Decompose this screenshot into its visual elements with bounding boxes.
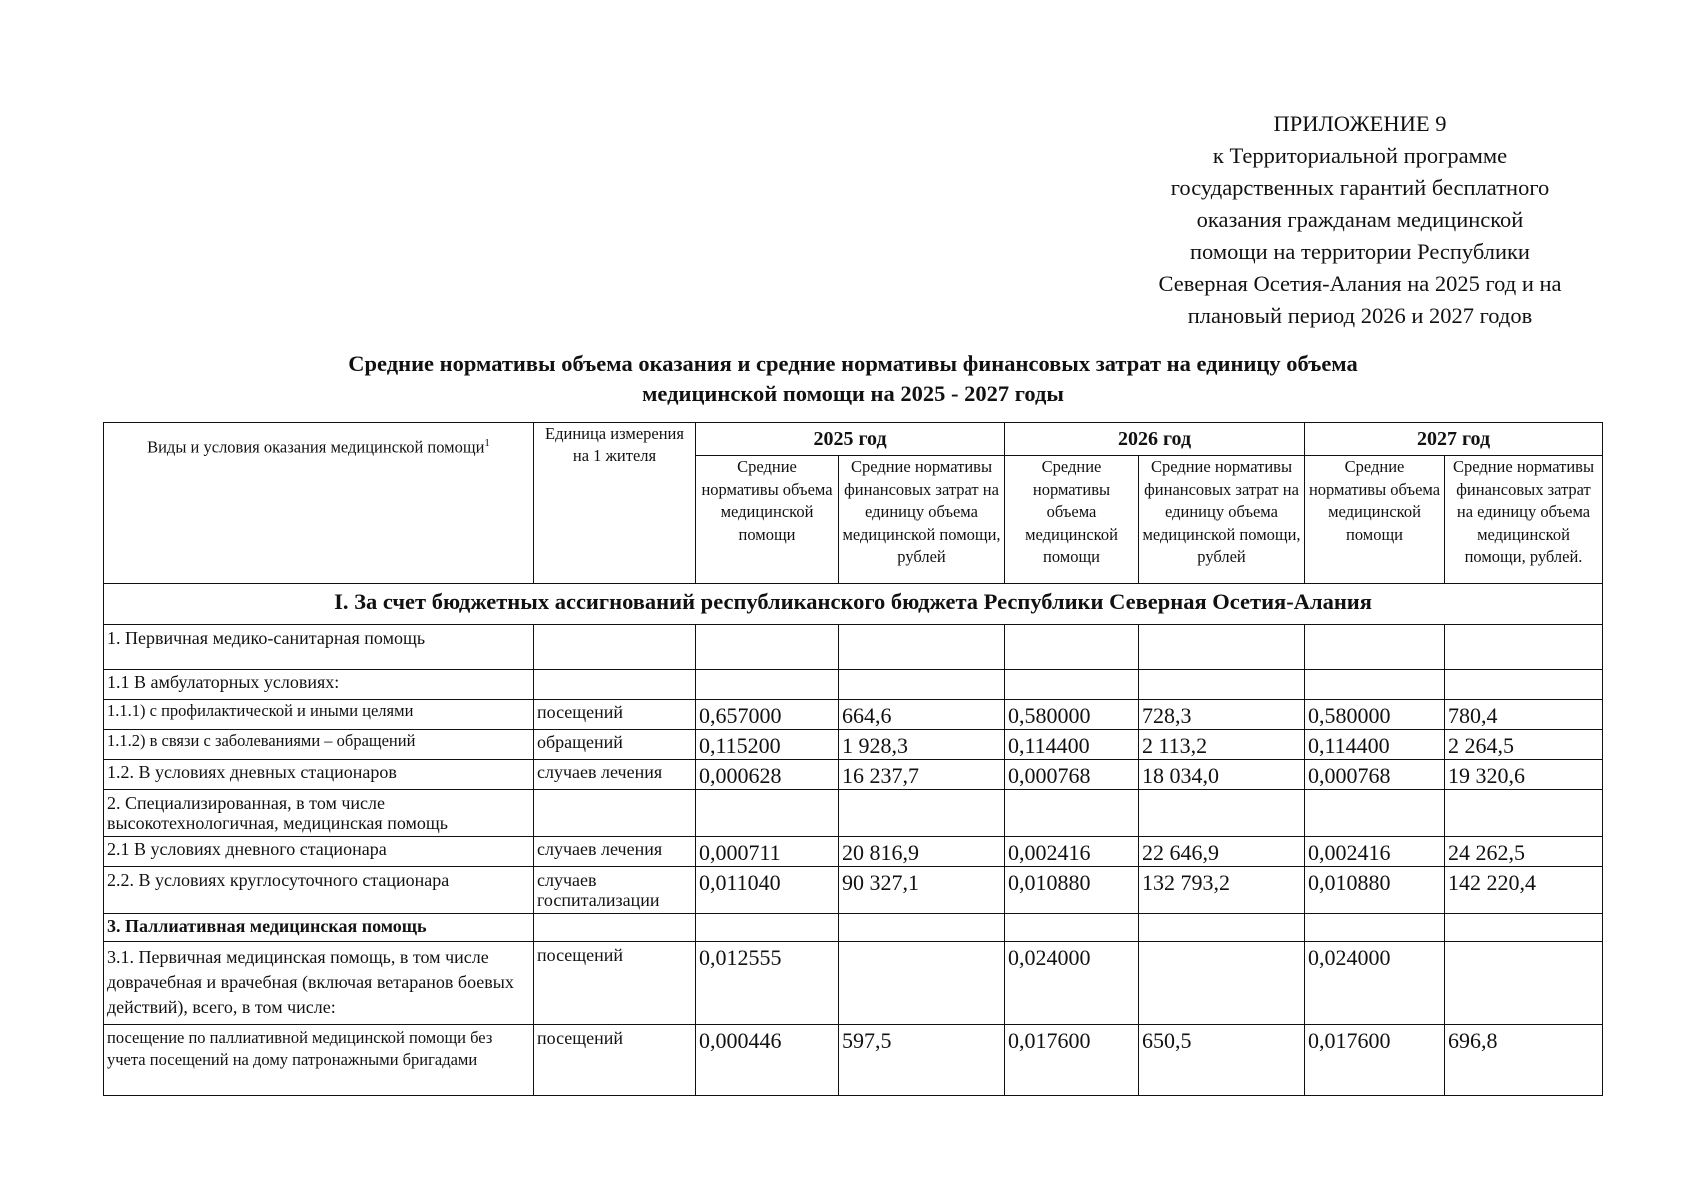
row-cost-2025: 16 237,7 — [839, 760, 1005, 790]
table-row — [104, 942, 1603, 1025]
norms-table — [103, 422, 1603, 1096]
row-cost-2027: 780,4 — [1445, 700, 1603, 730]
row-kind: 1.1.2) в связи с заболеваниями – обращений — [104, 730, 534, 760]
row-cost-2026: 650,5 — [1139, 1025, 1305, 1096]
row-volume-2026: 0,002416 — [1005, 837, 1139, 867]
row-kind: 1. Первичная медико-санитарная помощь — [104, 625, 534, 670]
table-row — [104, 790, 1603, 837]
row-volume-2026 — [1005, 670, 1139, 700]
row-volume-2027: 0,114400 — [1305, 730, 1445, 760]
row-cost-2027: 24 262,5 — [1445, 837, 1603, 867]
row-volume-2025: 0,012555 — [696, 942, 839, 1025]
row-cost-2026: 22 646,9 — [1139, 837, 1305, 867]
section-row — [104, 584, 1603, 625]
appendix-line: государственных гарантий бесплатного — [1170, 175, 1550, 200]
row-cost-2027: 19 320,6 — [1445, 760, 1603, 790]
row-cost-2025: 597,5 — [839, 1025, 1005, 1096]
table-row — [104, 837, 1603, 867]
row-volume-2025: 0,000711 — [696, 837, 839, 867]
table-row — [104, 730, 1603, 760]
appendix-line: к Территориальной программе — [1212, 143, 1508, 168]
row-cost-2025: 664,6 — [839, 700, 1005, 730]
row-cost-2027: 696,8 — [1445, 1025, 1603, 1096]
header-volume-2026: Средние нормативы объема медицинской помощи — [1005, 456, 1139, 584]
row-cost-2027 — [1445, 914, 1603, 942]
row-cost-2025 — [839, 942, 1005, 1025]
table-row — [104, 670, 1603, 700]
row-unit: посещений — [534, 700, 696, 730]
header-volume-2027: Средние нормативы объема медицинской помощи — [1305, 456, 1445, 584]
header-year-2026: 2026 год — [1005, 423, 1305, 456]
row-cost-2027: 142 220,4 — [1445, 867, 1603, 914]
header-volume-2025: Средние нормативы объема медицинской помощи — [696, 456, 839, 584]
table-row — [104, 914, 1603, 942]
row-cost-2026 — [1139, 942, 1305, 1025]
title-line-2: медицинской помощи на 2025 - 2027 годы — [642, 381, 1064, 406]
row-volume-2025 — [696, 790, 839, 837]
row-volume-2027: 0,010880 — [1305, 867, 1445, 914]
header-cost-2027: Средние нормативы финансовых затрат на единицу объема медицинской помощи, рублей. — [1445, 456, 1603, 584]
row-unit — [534, 790, 696, 837]
appendix-line: оказания гражданам медицинской — [1196, 207, 1524, 232]
row-kind: 1.2. В условиях дневных стационаров — [104, 760, 534, 790]
footnote-marker: 1 — [484, 437, 490, 449]
row-cost-2027 — [1445, 670, 1603, 700]
row-volume-2026: 0,114400 — [1005, 730, 1139, 760]
header-kind — [104, 423, 534, 584]
row-volume-2026 — [1005, 914, 1139, 942]
row-volume-2025: 0,115200 — [696, 730, 839, 760]
row-volume-2027: 0,580000 — [1305, 700, 1445, 730]
row-cost-2026: 2 113,2 — [1139, 730, 1305, 760]
row-cost-2026 — [1139, 625, 1305, 670]
row-kind: посещение по паллиативной медицинской помощи без учета посещений на дому патронажными бригадами — [104, 1025, 534, 1096]
row-kind: 3.1. Первичная медицинская помощь, в том числе доврачебная и врачебная (включая ветаранов боевых действий), всего, в том числе: — [104, 942, 534, 1025]
row-kind: 3. Паллиативная медицинская помощь — [104, 914, 534, 942]
row-volume-2027: 0,017600 — [1305, 1025, 1445, 1096]
section-title: I. За счет бюджетных ассигнований республиканского бюджета Республики Северная Осетия-Алания — [104, 584, 1603, 625]
row-unit: посещений — [534, 1025, 696, 1096]
header-row-years — [104, 423, 1603, 456]
row-cost-2026 — [1139, 914, 1305, 942]
row-volume-2027 — [1305, 790, 1445, 837]
table-row — [104, 867, 1603, 914]
row-kind: 1.1 В амбулаторных условиях: — [104, 670, 534, 700]
row-cost-2027 — [1445, 625, 1603, 670]
appendix-block — [1100, 108, 1620, 332]
row-volume-2025 — [696, 670, 839, 700]
row-volume-2025: 0,657000 — [696, 700, 839, 730]
row-cost-2027 — [1445, 790, 1603, 837]
row-volume-2026: 0,017600 — [1005, 1025, 1139, 1096]
row-volume-2026: 0,000768 — [1005, 760, 1139, 790]
row-unit: случаев лечения — [534, 837, 696, 867]
appendix-line: плановый период 2026 и 2027 годов — [1187, 303, 1533, 328]
row-volume-2026: 0,580000 — [1005, 700, 1139, 730]
header-unit: Единица измерения на 1 жителя — [534, 423, 696, 584]
row-cost-2026 — [1139, 670, 1305, 700]
row-cost-2026: 18 034,0 — [1139, 760, 1305, 790]
row-kind: 2.2. В условиях круглосуточного стационара — [104, 867, 534, 914]
header-year-2027: 2027 год — [1305, 423, 1603, 456]
row-cost-2026: 728,3 — [1139, 700, 1305, 730]
row-volume-2025: 0,011040 — [696, 867, 839, 914]
row-volume-2027 — [1305, 914, 1445, 942]
row-volume-2027 — [1305, 670, 1445, 700]
appendix-line: Северная Осетия-Алания на 2025 год и на — [1158, 271, 1562, 296]
row-cost-2025 — [839, 914, 1005, 942]
row-unit: случаев лечения — [534, 760, 696, 790]
table-row — [104, 700, 1603, 730]
row-volume-2026: 0,010880 — [1005, 867, 1139, 914]
document-title — [103, 349, 1603, 409]
row-cost-2026: 132 793,2 — [1139, 867, 1305, 914]
table-row — [104, 625, 1603, 670]
row-volume-2025: 0,000446 — [696, 1025, 839, 1096]
row-cost-2027 — [1445, 942, 1603, 1025]
row-volume-2027: 0,002416 — [1305, 837, 1445, 867]
header-cost-2025: Средние нормативы финансовых затрат на единицу объема медицинской помощи, рублей — [839, 456, 1005, 584]
table-row — [104, 1025, 1603, 1096]
row-cost-2025 — [839, 625, 1005, 670]
row-unit — [534, 914, 696, 942]
row-cost-2025 — [839, 670, 1005, 700]
row-cost-2025: 90 327,1 — [839, 867, 1005, 914]
row-unit — [534, 625, 696, 670]
appendix-line: ПРИЛОЖЕНИЕ 9 — [1273, 111, 1447, 136]
row-cost-2026 — [1139, 790, 1305, 837]
row-kind: 2. Специализированная, в том числе высокотехнологичная, медицинская помощь — [104, 790, 534, 837]
title-line-1: Средние нормативы объема оказания и средние нормативы финансовых затрат на единицу объема — [348, 351, 1358, 376]
row-volume-2026: 0,024000 — [1005, 942, 1139, 1025]
row-kind: 2.1 В условиях дневного стационара — [104, 837, 534, 867]
row-cost-2027: 2 264,5 — [1445, 730, 1603, 760]
row-cost-2025: 1 928,3 — [839, 730, 1005, 760]
row-volume-2026 — [1005, 790, 1139, 837]
appendix-line: помощи на территории Республики — [1190, 239, 1530, 264]
row-volume-2025 — [696, 914, 839, 942]
row-cost-2025: 20 816,9 — [839, 837, 1005, 867]
header-year-2025: 2025 год — [696, 423, 1005, 456]
row-unit — [534, 670, 696, 700]
table-row — [104, 760, 1603, 790]
header-kind-label: Виды и условия оказания медицинской помощи — [147, 437, 485, 457]
row-volume-2027: 0,024000 — [1305, 942, 1445, 1025]
row-volume-2027: 0,000768 — [1305, 760, 1445, 790]
row-volume-2025 — [696, 625, 839, 670]
row-unit: посещений — [534, 942, 696, 1025]
row-unit: обращений — [534, 730, 696, 760]
row-volume-2025: 0,000628 — [696, 760, 839, 790]
row-volume-2026 — [1005, 625, 1139, 670]
row-volume-2027 — [1305, 625, 1445, 670]
row-unit: случаев госпитализации — [534, 867, 696, 914]
header-cost-2026: Средние нормативы финансовых затрат на единицу объема медицинской помощи, рублей — [1139, 456, 1305, 584]
row-cost-2025 — [839, 790, 1005, 837]
row-kind: 1.1.1) с профилактической и иными целями — [104, 700, 534, 730]
